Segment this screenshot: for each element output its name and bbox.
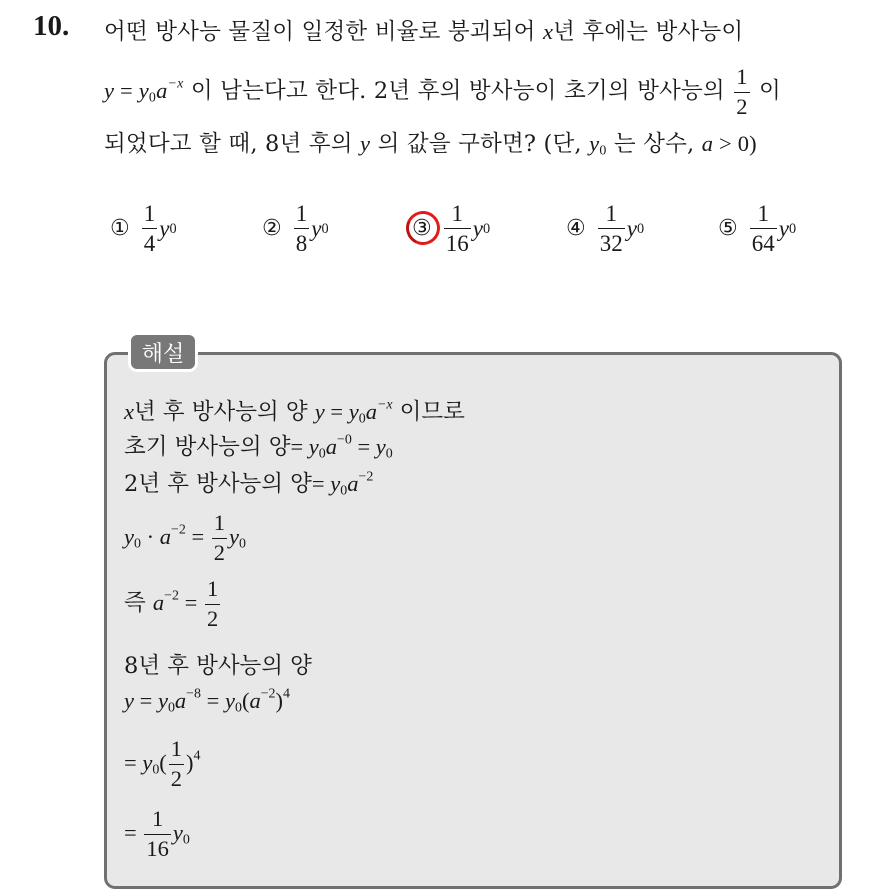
s9-sub: 0	[182, 832, 190, 848]
s1-a: a	[365, 399, 377, 424]
solution-line-3	[124, 466, 373, 498]
s1-eq: =	[324, 399, 349, 424]
s6-text: 8년 후 방사능의 양	[124, 653, 312, 679]
choice-1[interactable]: ① $\frac{1}{4}$ y 0	[110, 201, 177, 256]
s4-y0: y	[124, 524, 134, 549]
s7-y: y	[124, 688, 134, 713]
s8-den: 2	[170, 765, 183, 791]
s5-fraction	[205, 578, 220, 630]
s1-sub: 0	[358, 411, 366, 427]
s3-eq: =	[311, 471, 331, 496]
choice-5-fraction	[750, 202, 777, 255]
choice-5[interactable]: ⑤ $\frac{1}{64}$ y 0	[718, 201, 797, 256]
q1-tail: 년 후에는 방사능이	[553, 19, 744, 45]
choice-2-fraction	[294, 202, 310, 255]
s8-pow: 4	[193, 748, 201, 764]
s2-y0b: y	[375, 434, 386, 459]
s1-x: x	[124, 399, 134, 424]
s5-den: 2	[206, 605, 219, 631]
s7-pow: 4	[283, 686, 290, 702]
choice-1-mark: ①	[110, 216, 130, 241]
s7-close: )	[275, 688, 284, 713]
s4-num: 1	[213, 510, 226, 535]
s1-tail: 이므로	[392, 399, 465, 425]
choice-3-mark	[412, 216, 432, 241]
solution-line-5	[124, 578, 222, 630]
s5-num: 1	[206, 576, 219, 601]
s2-y0: y	[308, 434, 319, 459]
s3-a: a	[347, 471, 359, 496]
q2-a: a	[156, 78, 168, 103]
choice-4-den: 32	[598, 228, 625, 255]
choice-1-den: 4	[142, 228, 158, 255]
q2-eq: =	[114, 78, 139, 103]
choice-5-num: 1	[757, 201, 769, 226]
q3-mid: 의 값을 구하면? (단,	[370, 131, 590, 157]
s7-eq: =	[134, 688, 158, 713]
s2-a: a	[325, 434, 337, 459]
s5-a: a	[152, 590, 165, 615]
s7-a2: a	[249, 688, 261, 713]
choice-4-fraction	[598, 202, 625, 255]
choice-2-var: y	[311, 215, 322, 241]
answer-circle-mark	[402, 207, 445, 250]
question-line-3	[104, 126, 757, 158]
s8-y0: y	[142, 750, 153, 775]
question-line-1	[104, 14, 743, 46]
solution-line-2	[124, 429, 393, 461]
choice-5-var: y	[778, 215, 789, 241]
s7-paren: (	[241, 688, 250, 713]
choice-1-var: y	[159, 215, 170, 241]
s2-eq: =	[290, 434, 309, 459]
q2-y0: y	[138, 78, 149, 103]
s1-y: y	[314, 399, 325, 424]
q3-var-y: y	[360, 131, 371, 156]
s8-fraction	[169, 738, 184, 790]
choice-3-den: 16	[444, 228, 471, 255]
q3-tail: > 0)	[713, 131, 757, 156]
q2-frac-den: 2	[736, 93, 748, 119]
s8-close: )	[186, 750, 194, 775]
s4-fraction	[212, 512, 227, 564]
q3-a: a	[701, 131, 714, 156]
s9-num: 1	[151, 806, 164, 831]
q2-text: 이 남는다고 한다. 2년 후의 방사능이 초기의 방사능의	[183, 78, 733, 104]
s7-eq2: =	[201, 688, 225, 713]
q2-y: y	[104, 78, 115, 103]
q2-tail: 이	[751, 78, 781, 104]
choice-3-mark-text: ③	[412, 216, 432, 241]
choice-2-den: 8	[294, 228, 310, 255]
solution-line-4	[124, 512, 246, 564]
q3-text: 되었다고 할 때, 8년 후의	[104, 131, 361, 157]
q1-var-x: x	[542, 19, 554, 44]
question-line-2	[104, 66, 781, 118]
choice-5-den: 64	[750, 228, 777, 255]
choice-1-fraction	[142, 202, 158, 255]
s5-text: 즉	[124, 590, 153, 616]
q3-sub0: 0	[599, 143, 607, 159]
q3-y0: y	[589, 131, 600, 156]
s2-exp: −0	[337, 432, 352, 448]
s7-exp: −8	[186, 686, 202, 702]
s1-exp: −x	[376, 397, 393, 413]
q2-sub0: 0	[148, 90, 157, 106]
s8-eq: =	[124, 750, 143, 775]
s4-exp: −2	[170, 522, 186, 538]
s2-eq2: =	[351, 434, 376, 459]
choice-2[interactable]: ② $\frac{1}{8}$ y 0	[262, 201, 329, 256]
s5-eq: =	[178, 590, 203, 615]
s4-a: a	[159, 524, 171, 549]
solution-line-1	[124, 394, 465, 426]
s7-y0: y	[157, 688, 168, 713]
choice-2-mark: ②	[262, 216, 282, 241]
q2-exp: −x	[167, 76, 184, 92]
s7-y0b: y	[224, 688, 235, 713]
s7-sub: 0	[167, 700, 175, 716]
s4-eq: =	[185, 524, 210, 549]
choice-4-var: y	[626, 215, 637, 241]
solution-line-7	[124, 688, 290, 714]
s4-den: 2	[213, 539, 226, 565]
s7-a: a	[174, 688, 187, 713]
choice-4-mark: ④	[566, 216, 586, 241]
choice-2-num: 1	[295, 201, 308, 226]
s5-exp: −2	[164, 588, 179, 604]
s4-sub2: 0	[239, 536, 246, 552]
q2-fraction	[734, 66, 749, 118]
s3-sub: 0	[340, 483, 348, 499]
choice-3-num: 1	[451, 201, 463, 226]
s1-y0: y	[348, 399, 359, 424]
solution-line-6	[124, 648, 312, 680]
s8-sub: 0	[152, 762, 160, 778]
q2-frac-num: 1	[736, 64, 748, 89]
solution-line-9	[124, 808, 190, 860]
choice-3[interactable]: ③ $\frac{1}{16}$ y 0	[412, 202, 490, 255]
question-number: 10.	[33, 10, 70, 42]
q3-mid2: 는 상수,	[606, 131, 702, 157]
q1-text: 어떤 방사능 물질이 일정한 비율로 붕괴되어	[104, 19, 543, 45]
s3-exp: −2	[358, 469, 374, 485]
s3-y0: y	[330, 471, 341, 496]
s4-y: y	[229, 524, 240, 549]
s9-y: y	[172, 820, 183, 845]
choice-4-num: 1	[605, 201, 617, 226]
s1-text: 년 후 방사능의 양	[134, 399, 315, 425]
choice-3-fraction	[444, 202, 471, 255]
s9-den: 16	[146, 835, 169, 861]
solution-line-8	[124, 738, 201, 790]
s3-text: 2년 후 방사능의 양	[124, 471, 312, 497]
choice-5-mark: ⑤	[718, 216, 738, 241]
s4-dot: ·	[140, 524, 160, 549]
s9-fraction	[144, 808, 171, 860]
s9-eq: =	[124, 820, 143, 845]
s7-exp2: −2	[260, 686, 276, 702]
s4-sub: 0	[134, 536, 141, 552]
s2-subb: 0	[385, 446, 393, 462]
s2-text: 초기 방사능의 양	[124, 434, 291, 460]
choice-1-num: 1	[143, 201, 156, 226]
choice-4[interactable]: ④ $\frac{1}{32}$ y 0	[566, 201, 645, 256]
s8-open: (	[159, 750, 167, 775]
solution-tag: 해설	[128, 332, 198, 372]
s2-sub: 0	[318, 446, 326, 462]
s8-num: 1	[170, 736, 183, 761]
choice-3-var: y	[472, 215, 483, 241]
s7-subb: 0	[234, 700, 242, 716]
